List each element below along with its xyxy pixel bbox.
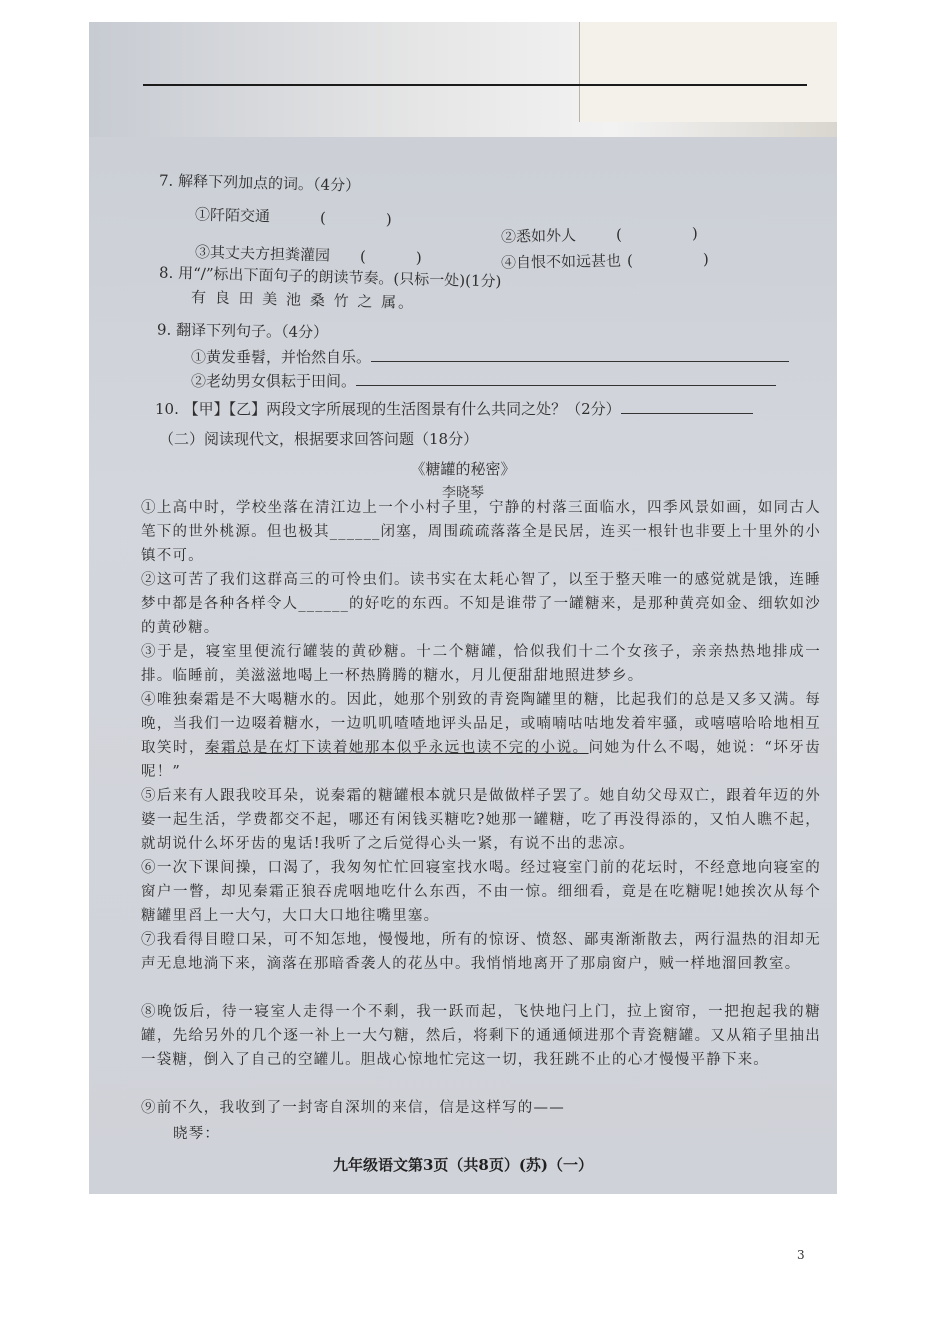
question-7: 7. 解释下列加点的词。（4分）: [158, 171, 361, 195]
question-9-item-1: ①黄发垂髫，并怡然自乐。: [191, 346, 789, 367]
article-paragraph-9: ⑨前不久，我收到了一封寄自深圳的来信，信是这样写的——: [141, 1100, 565, 1116]
article-paragraph-4: ④唯独秦霜是不大喝糖水的。因此，她那个别致的青瓷陶罐里的糖，比起我们的总是又多又满。每晚，当我们一边啜着糖水，一边叽叽喳喳地评头品足，或喃喃咕咕地发着牢骚，或嘻嘻哈哈地相互取笑时，秦霜总是在灯下读着她那本似乎永远也读不完的小说。问她为什么不喝，她说：“坏牙齿呢！”: [141, 692, 821, 780]
article-paragraph-8: ⑧晚饭后，待一寝室人走得一个不剩，我一跃而起，飞快地闩上门，拉上窗帘，一把抱起我的糖罐，先给另外的几个逐一补上一大勺糖，然后，将剩下的通通倾进那个青瓷糖罐。又从箱子里抽出一袋糖，倒入了自己的空罐儿。胆战心惊地忙完这一切，我狂跳不止的心才慢慢平静下来。: [141, 1004, 821, 1068]
letter-salutation: 晓琴：: [173, 1126, 221, 1142]
question-8-sentence: 有 良 田 美 池 桑 竹 之 属。: [190, 288, 416, 312]
page-footer: 九年级语文第3页（共8页）(苏)（一）: [332, 1156, 594, 1174]
article-paragraph-3: ③于是，寝室里便流行罐装的黄砂糖。十二个糖罐，恰似我们十二个女孩子，亲亲热热地排成一排。临睡前，美滋滋地喝上一杯热腾腾的糖水，月儿便甜甜地照进梦乡。: [141, 644, 821, 684]
question-9-item-2: ②老幼男女俱耘于田间。: [191, 370, 776, 391]
question-10: 10. 【甲】【乙】两段文字所展现的生活图景有什么共同之处？（2分）: [155, 398, 753, 419]
article-paragraph-7: ⑦我看得目瞪口呆，可不知怎地，慢慢地，所有的惊讶、愤怒、鄙夷渐渐散去，两行温热的泪却无声无息地淌下来，滴落在那暗香袭人的花丛中。我悄悄地离开了那扇窗户，贼一样地溜回教室。: [141, 932, 821, 972]
question-7-item-2: ②悉如外人 ( ): [500, 224, 698, 246]
question-7-item-1: ①阡陌交通 ( ): [194, 205, 392, 229]
article-paragraph-2: ②这可苦了我们这群高三的可怜虫们。读书实在太耗心智了，以至于整天唯一的感觉就是饿，连睡梦中都是各种各样令人______的好吃的东西。不知是谁带了一罐糖来，是那种黄亮如金、细软如沙的黄砂糖。: [141, 572, 821, 636]
underlined-sentence: 秦霜总是在灯下读着她那本似乎永远也读不完的小说。: [204, 740, 589, 756]
question-9: 9. 翻译下列句子。（4分）: [156, 320, 329, 342]
question-8: 8. 用“/”标出下面句子的朗读节奏。(只标一处)(1分): [158, 263, 502, 291]
section-2-heading: （二）阅读现代文，根据要求回答问题（18分）: [159, 430, 479, 448]
question-7-item-4: ④自恨不如远甚也 ( ): [500, 250, 709, 272]
article-paragraph-5: ⑤后来有人跟我咬耳朵，说秦霜的糖罐根本就只是做做样子罢了。她自幼父母双亡，跟着年迈的外婆一起生活，学费都交不起，哪还有闲钱买糖吃?她那一罐糖，吃了再没得添的，又怕人瞧不起，就胡说什么坏牙齿的鬼话!我听了之后觉得心头一紧，有说不出的悲凉。: [141, 788, 821, 852]
question-7-item-3: ③其丈夫方担粪灌园 ( ): [194, 243, 422, 267]
scanned-exam-photo: [89, 22, 837, 1194]
article-paragraph-1: ①上高中时，学校坐落在清江边上一个小村子里，宁静的村落三面临水，四季风景如画，如同古人笔下的世外桃源。但也极其______闭塞，周围疏疏落落全是民居，连买一根针也非要上十里外的小镇不可。: [141, 500, 821, 564]
article-paragraph-6: ⑥一次下课间操，口渴了，我匆匆忙忙回寝室找水喝。经过寝室门前的花坛时，不经意地向寝室的窗户一瞥，却见秦霜正狼吞虎咽地吃什么东西，不由一惊。细细看，竟是在吃糖呢!她挨次从每个糖罐里舀上一大勺，大口大口地往嘴里塞。: [141, 860, 821, 924]
article-title: 《糖罐的秘密》: [410, 460, 516, 478]
page-number: 3: [797, 1248, 805, 1262]
article-author: 李晓琴: [442, 485, 484, 501]
paper-edge-top-right: [579, 22, 837, 122]
header-rule-line: [143, 84, 807, 86]
